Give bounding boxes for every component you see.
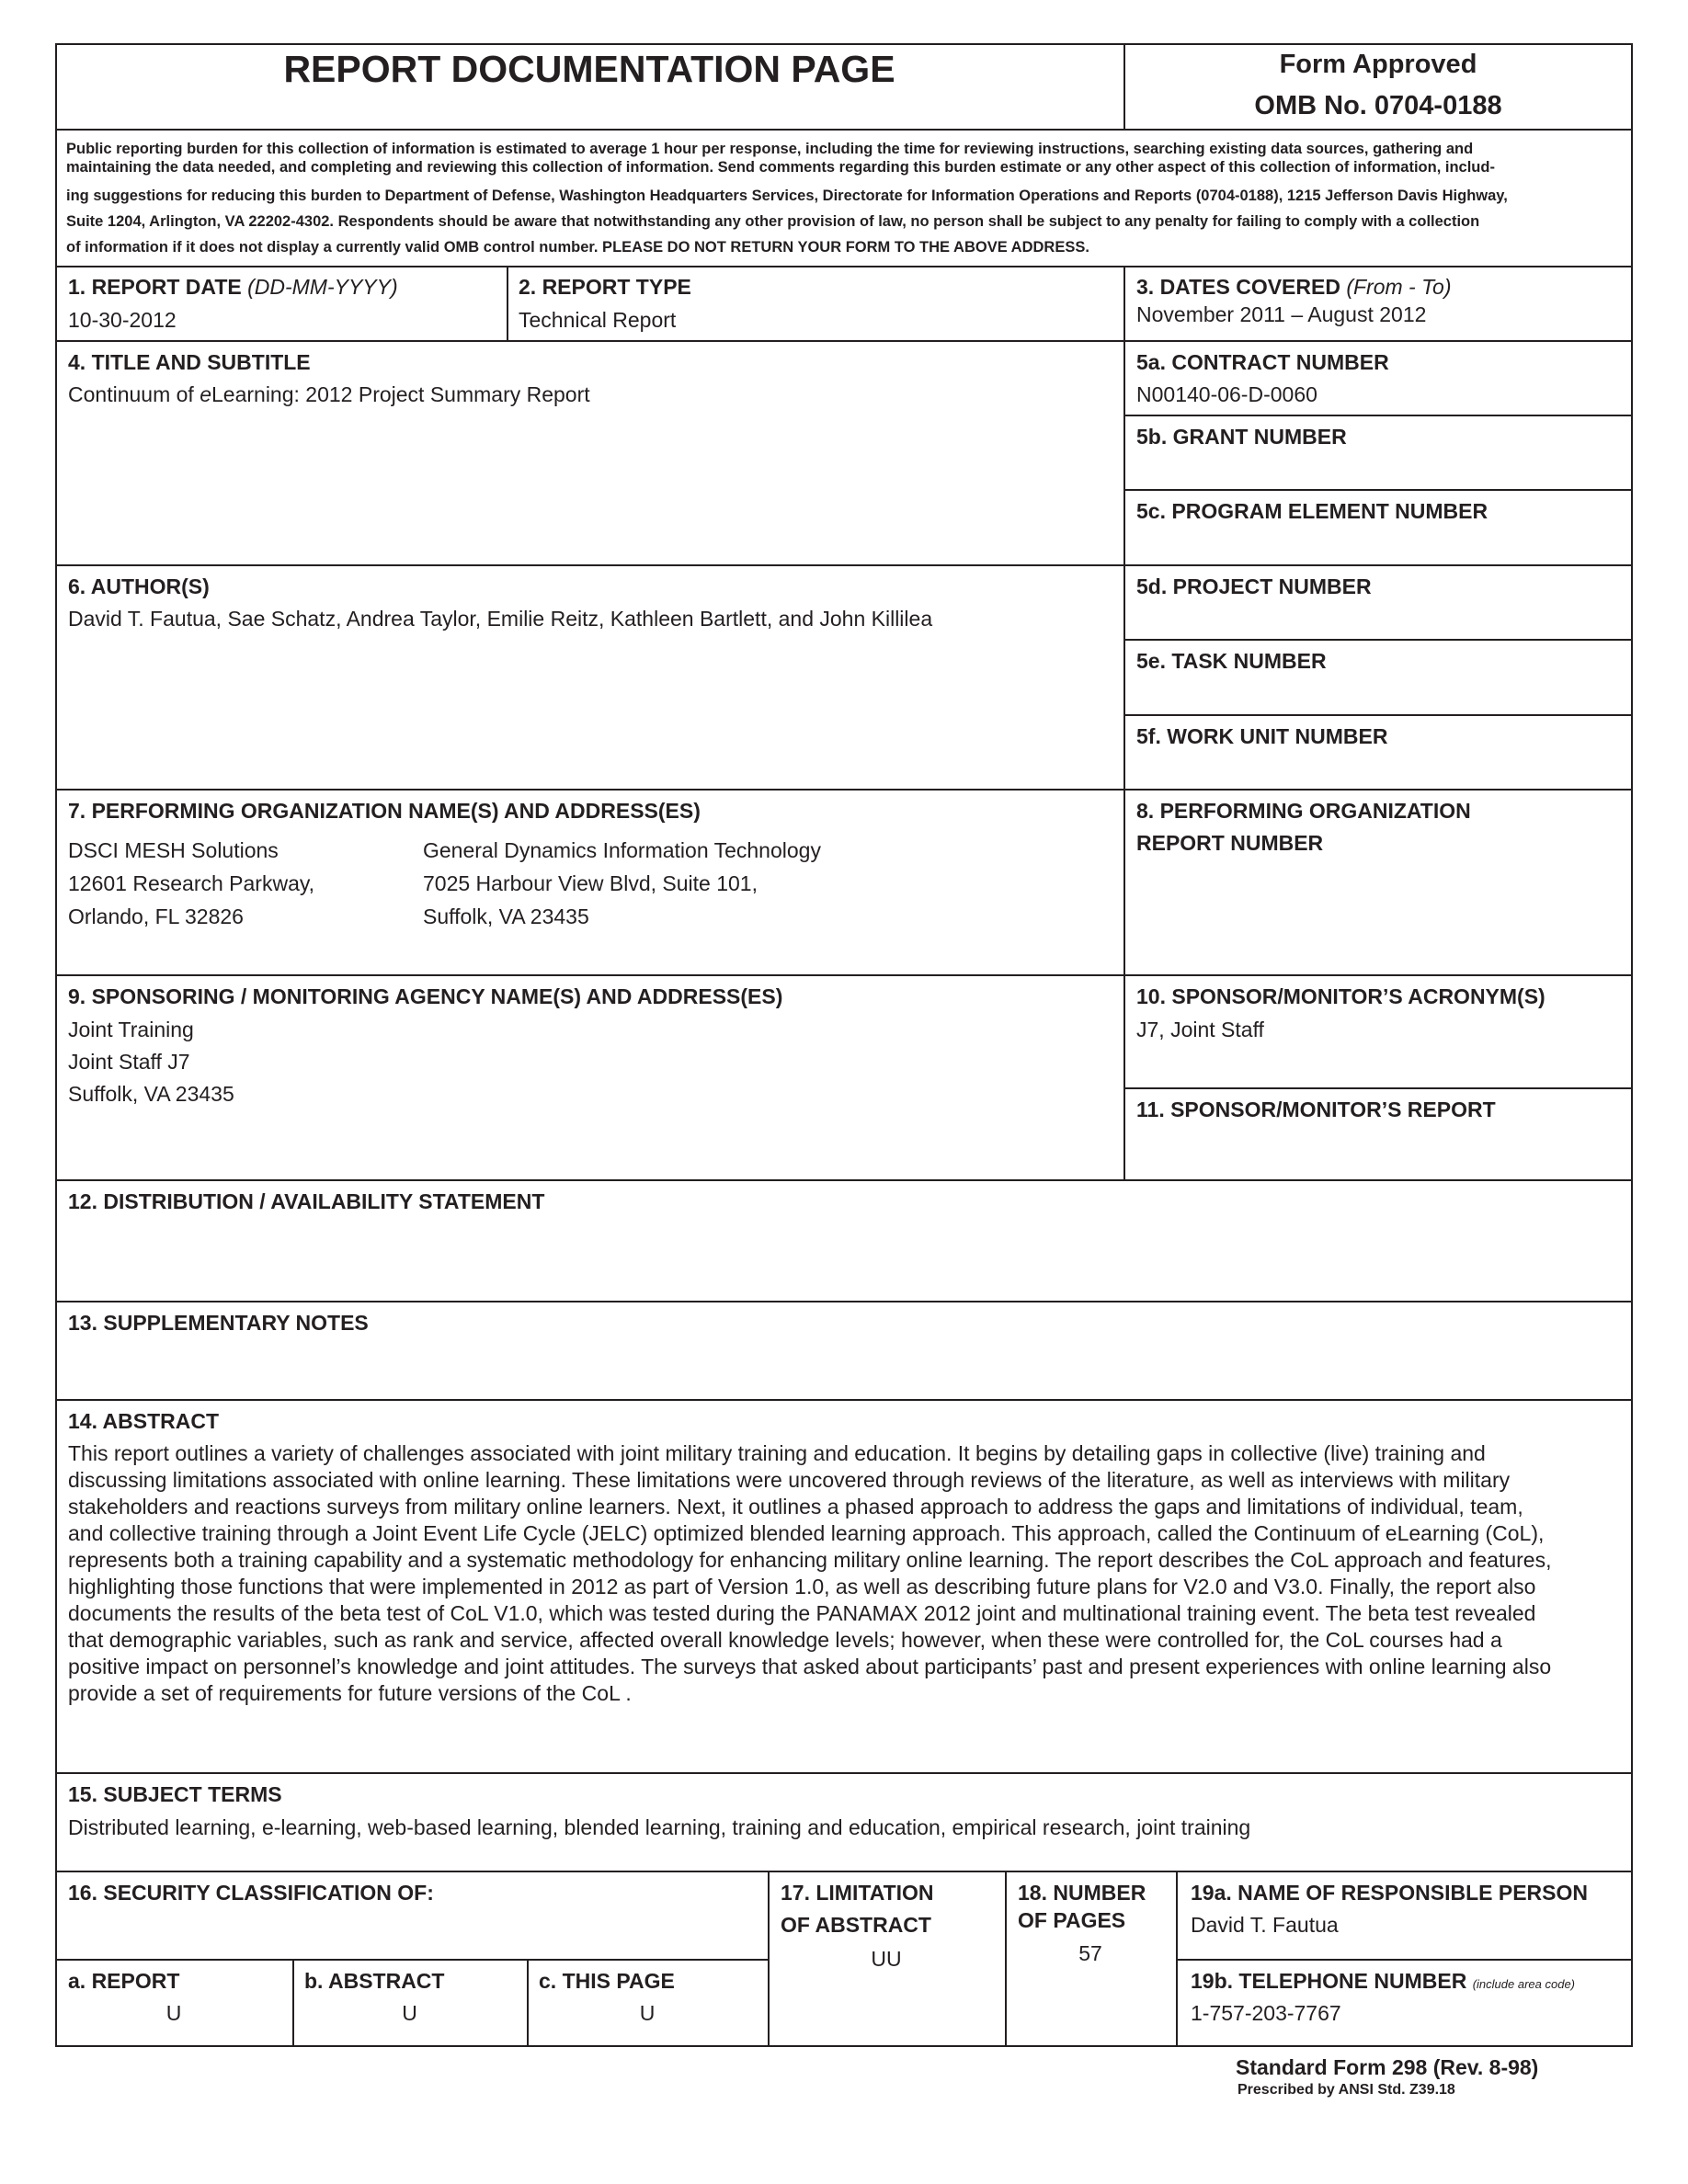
- burden-line: of information if it does not display a currently valid OMB control number. PLEASE DO NOT RETURN YOUR FORM TO THE ABOVE ADDRESS.: [66, 239, 1089, 256]
- dates-covered-value[interactable]: November 2011 – August 2012: [1136, 302, 1427, 326]
- field-3-label-format: (From - To): [1346, 275, 1452, 299]
- field-5c-label: 5c. PROGRAM ELEMENT NUMBER: [1136, 499, 1488, 523]
- report-type-value[interactable]: Technical Report: [519, 308, 677, 332]
- report-classification-value[interactable]: U: [165, 2001, 182, 2025]
- org-right-line[interactable]: Suffolk, VA 23435: [423, 904, 589, 928]
- rule: [1177, 1959, 1633, 1961]
- field-6-label: 6. AUTHOR(S): [68, 574, 210, 598]
- field-19b-label-note: (include area code): [1472, 1977, 1576, 1991]
- agency-line[interactable]: Joint Training: [68, 1018, 194, 1041]
- rule: [55, 266, 1633, 267]
- field-3-label: [1136, 275, 1452, 300]
- field-14-label: 14. ABSTRACT: [68, 1409, 219, 1433]
- rule: [55, 129, 1633, 131]
- title-part-italic: e: [200, 382, 211, 406]
- page-title: REPORT DOCUMENTATION PAGE: [283, 48, 895, 90]
- field-11-label: 11. SPONSOR/MONITOR’S REPORT: [1136, 1098, 1496, 1121]
- org-left-line[interactable]: DSCI MESH Solutions: [68, 838, 279, 862]
- field-12-label: 12. DISTRIBUTION / AVAILABILITY STATEMENT: [68, 1189, 545, 1213]
- abstract-line: This report outlines a variety of challenges associated with joint military training and education. It begins by detailing gaps in collective (live) training and: [68, 1441, 1486, 1465]
- title-part: Learning: 2012 Project Summary Report: [211, 382, 590, 406]
- field-19b-label: [1191, 1969, 1575, 1994]
- rule: [55, 1399, 1633, 1401]
- field-10-label: 10. SPONSOR/MONITOR’S ACRONYM(S): [1136, 984, 1545, 1008]
- field-4-label: 4. TITLE AND SUBTITLE: [68, 350, 311, 374]
- agency-line[interactable]: Joint Staff J7: [68, 1050, 190, 1074]
- abstract-line: that demographic variables, such as rank and service, affected overall knowledge levels; however, when these were controlled for, the CoL courses had a: [68, 1628, 1502, 1652]
- title-value[interactable]: [68, 382, 590, 407]
- field-3-label-text: 3. DATES COVERED: [1136, 275, 1340, 299]
- field-1-label-format: (DD-MM-YYYY): [247, 275, 398, 299]
- field-5a-label: 5a. CONTRACT NUMBER: [1136, 350, 1389, 374]
- field-16a-label: a. REPORT: [68, 1969, 180, 1993]
- this-page-classification-value[interactable]: U: [639, 2001, 656, 2025]
- org-right-line[interactable]: General Dynamics Information Technology: [423, 838, 821, 862]
- field-2-label: 2. REPORT TYPE: [519, 275, 691, 299]
- rule: [1123, 714, 1633, 716]
- rule: [55, 1772, 1633, 1774]
- responsible-person-value[interactable]: David T. Fautua: [1191, 1913, 1339, 1937]
- org-left-line[interactable]: Orlando, FL 32826: [68, 904, 244, 928]
- abstract-classification-value[interactable]: U: [402, 2001, 417, 2025]
- field-8-label: 8. PERFORMING ORGANIZATION: [1136, 799, 1471, 823]
- subject-terms-value[interactable]: Distributed learning, e-learning, web-based learning, blended learning, training and education, empirical research, joint training: [68, 1815, 1251, 1839]
- rule: [1123, 266, 1125, 1179]
- form-prescription: Prescribed by ANSI Std. Z39.18: [1237, 2082, 1455, 2098]
- contract-number-value[interactable]: N00140-06-D-0060: [1136, 382, 1317, 406]
- field-19a-label: 19a. NAME OF RESPONSIBLE PERSON: [1191, 1881, 1588, 1905]
- org-left-line[interactable]: 12601 Research Parkway,: [68, 871, 315, 895]
- abstract-line: highlighting those functions that were implemented in 2012 as part of Version 1.0, as well as describing future plans for V2.0 and V3.0. Finally, the report also: [68, 1575, 1536, 1598]
- burden-line: Public reporting burden for this collection of information is estimated to average 1 hour per response, including the time for reviewing instructions, searching existing data sources, gathering and: [66, 141, 1474, 157]
- field-8-label: REPORT NUMBER: [1136, 831, 1324, 855]
- rule: [55, 1871, 1633, 1872]
- rule: [1123, 639, 1633, 641]
- field-16b-label: b. ABSTRACT: [304, 1969, 445, 1993]
- rule: [1123, 415, 1633, 416]
- rule: [55, 1301, 1633, 1302]
- field-16-label: 16. SECURITY CLASSIFICATION OF:: [68, 1881, 434, 1905]
- rule: [55, 974, 1633, 976]
- rule: [507, 266, 508, 340]
- report-date-value[interactable]: 10-30-2012: [68, 308, 177, 332]
- burden-line: maintaining the data needed, and completing and reviewing this collection of information. Send comments regarding this burden estimate or any other aspect of this collection of information, includ-: [66, 159, 1495, 176]
- abstract-line: and collective training through a Joint Event Life Cycle (JELC) optimized blended learning approach. This approach, called the Continuum of eLearning (CoL),: [68, 1521, 1545, 1545]
- acronym-value[interactable]: J7, Joint Staff: [1136, 1018, 1264, 1041]
- limitation-value[interactable]: UU: [871, 1947, 902, 1971]
- rule: [55, 340, 1633, 342]
- rule: [55, 789, 1633, 791]
- abstract-line: represents both a training capability and a systematic methodology for enhancing military online learning. The report describes the CoL approach and features,: [68, 1548, 1552, 1572]
- omb-number: OMB No. 0704-0188: [1254, 91, 1502, 120]
- org-right-line[interactable]: 7025 Harbour View Blvd, Suite 101,: [423, 871, 758, 895]
- form-designation: Standard Form 298 (Rev. 8-98): [1236, 2055, 1539, 2079]
- abstract-line: positive impact on personnel’s knowledge and joint attitudes. The surveys that asked about participants’ past and present experiences with online learning also: [68, 1655, 1552, 1678]
- rule: [55, 564, 1633, 566]
- field-5f-label: 5f. WORK UNIT NUMBER: [1136, 724, 1388, 748]
- field-5b-label: 5b. GRANT NUMBER: [1136, 425, 1347, 449]
- abstract-line: provide a set of requirements for future versions of the CoL .: [68, 1681, 632, 1705]
- field-1-label-text: 1. REPORT DATE: [68, 275, 242, 299]
- rule: [1123, 489, 1633, 491]
- authors-value[interactable]: David T. Fautua, Sae Schatz, Andrea Taylor, Emilie Reitz, Kathleen Bartlett, and John Killilea: [68, 607, 933, 631]
- title-part: Continuum of: [68, 382, 200, 406]
- form-approved: Form Approved: [1279, 50, 1477, 79]
- abstract-line: discussing limitations associated with online learning. These limitations were uncovered through reviews of the literature, as well as interviews with military: [68, 1468, 1511, 1492]
- field-16c-label: c. THIS PAGE: [539, 1969, 675, 1993]
- field-18-label: 18. NUMBER: [1018, 1881, 1146, 1905]
- field-7-label: 7. PERFORMING ORGANIZATION NAME(S) AND ADDRESS(ES): [68, 799, 701, 823]
- rule: [1123, 1087, 1633, 1089]
- rule: [55, 1179, 1633, 1181]
- field-1-label: [68, 275, 398, 300]
- burden-line: Suite 1204, Arlington, VA 22202-4302. Respondents should be aware that notwithstanding any other provision of law, no person shall be subject to any penalty for failing to comply with a collection: [66, 213, 1480, 230]
- field-17-label: OF ABSTRACT: [781, 1913, 931, 1937]
- form-border: [55, 43, 1633, 2047]
- rule: [55, 1959, 769, 1961]
- field-15-label: 15. SUBJECT TERMS: [68, 1782, 282, 1806]
- abstract-line: documents the results of the beta test of CoL V1.0, which was tested during the PANAMAX 2012 joint and multinational training event. The beta test revealed: [68, 1601, 1536, 1625]
- burden-line: ing suggestions for reducing this burden to Department of Defense, Washington Headquarters Services, Directorate for Information Operations and Reports (0704-0188), 1215 Jefferson Davis Highway,: [66, 188, 1508, 204]
- abstract-line: stakeholders and reactions surveys from military online learners. Next, it outlines a phased approach to address the gaps and limitations of individual, team,: [68, 1495, 1523, 1519]
- field-17-label: 17. LIMITATION: [781, 1881, 934, 1905]
- field-5e-label: 5e. TASK NUMBER: [1136, 649, 1327, 673]
- telephone-value[interactable]: 1-757-203-7767: [1191, 2001, 1341, 2025]
- field-19b-label-text: 19b. TELEPHONE NUMBER: [1191, 1969, 1467, 1993]
- number-of-pages-value[interactable]: 57: [1078, 1941, 1102, 1965]
- field-18-label: OF PAGES: [1018, 1908, 1126, 1932]
- rule: [1176, 1871, 1178, 2047]
- field-5d-label: 5d. PROJECT NUMBER: [1136, 574, 1372, 598]
- field-9-label: 9. SPONSORING / MONITORING AGENCY NAME(S) AND ADDRESS(ES): [68, 984, 783, 1008]
- field-13-label: 13. SUPPLEMENTARY NOTES: [68, 1311, 369, 1335]
- agency-line[interactable]: Suffolk, VA 23435: [68, 1082, 234, 1106]
